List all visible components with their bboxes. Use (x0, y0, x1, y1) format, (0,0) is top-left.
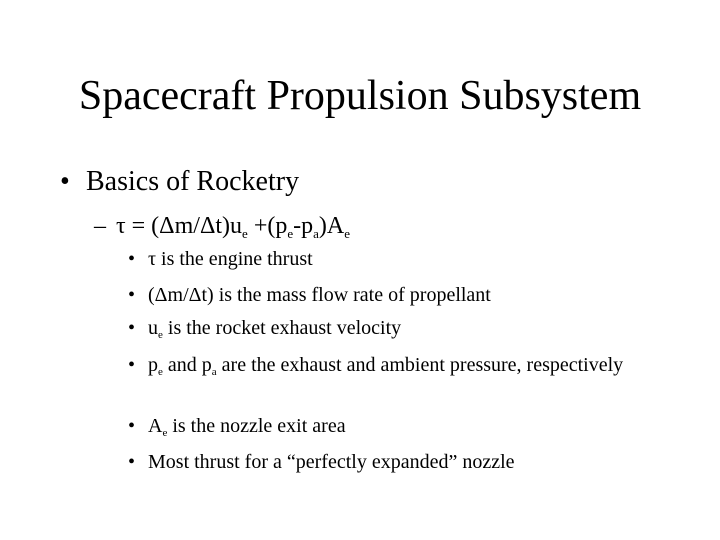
bullet-perfectly-expanded (128, 450, 688, 475)
bullet-text: Most thrust for a “perfectly expanded” nozzle (148, 451, 515, 473)
bullet-pressure (128, 353, 688, 378)
bullet-text: (Δm/Δt) is the mass flow rate of propellant (148, 284, 491, 306)
bullet-text: p (148, 354, 158, 376)
bullet-dot: • (60, 166, 70, 197)
equation-part: )A (318, 213, 345, 239)
bullet-subscript: e (158, 329, 163, 341)
bullet-text: are the exhaust and ambient pressure, respectively (216, 354, 624, 376)
bullet-text: is the rocket exhaust velocity (162, 317, 402, 339)
bullet-text: u (148, 317, 158, 339)
bullet-nozzle-exit-area (128, 414, 688, 439)
thrust-equation (94, 211, 350, 241)
equation-part: -p (293, 213, 314, 239)
bullet-dot: • (128, 451, 136, 473)
bullet-text: and p (162, 354, 212, 376)
bullet-text: A (148, 415, 163, 437)
bullet-text: Basics of Rocketry (86, 166, 300, 197)
bullet-basics-of-rocketry (60, 166, 299, 198)
bullet-dot: • (128, 248, 136, 270)
equation-subscript: e (344, 226, 351, 241)
equation-subscript: e (287, 226, 294, 241)
bullet-exhaust-velocity (128, 316, 688, 341)
bullet-dot: • (128, 284, 136, 306)
bullet-dot: • (128, 354, 136, 376)
dash-marker: – (94, 213, 106, 239)
equation-subscript: e (242, 226, 248, 241)
bullet-mass-flow-rate (128, 283, 688, 308)
bullet-dot: • (128, 317, 136, 339)
bullet-subscript: e (158, 366, 163, 378)
bullet-subscript: e (162, 427, 168, 439)
bullet-dot: • (128, 415, 136, 437)
bullet-subscript: a (211, 366, 217, 378)
bullet-text: τ is the engine thrust (148, 248, 313, 270)
equation-subscript: a (313, 226, 319, 241)
bullet-text: is the nozzle exit area (167, 415, 346, 437)
bullet-engine-thrust (128, 247, 688, 272)
slide-title: Spacecraft Propulsion Subsystem (78, 73, 642, 119)
equation-part: τ = (Δm/Δt)u (116, 213, 243, 239)
equation-part: +(p (247, 213, 288, 239)
